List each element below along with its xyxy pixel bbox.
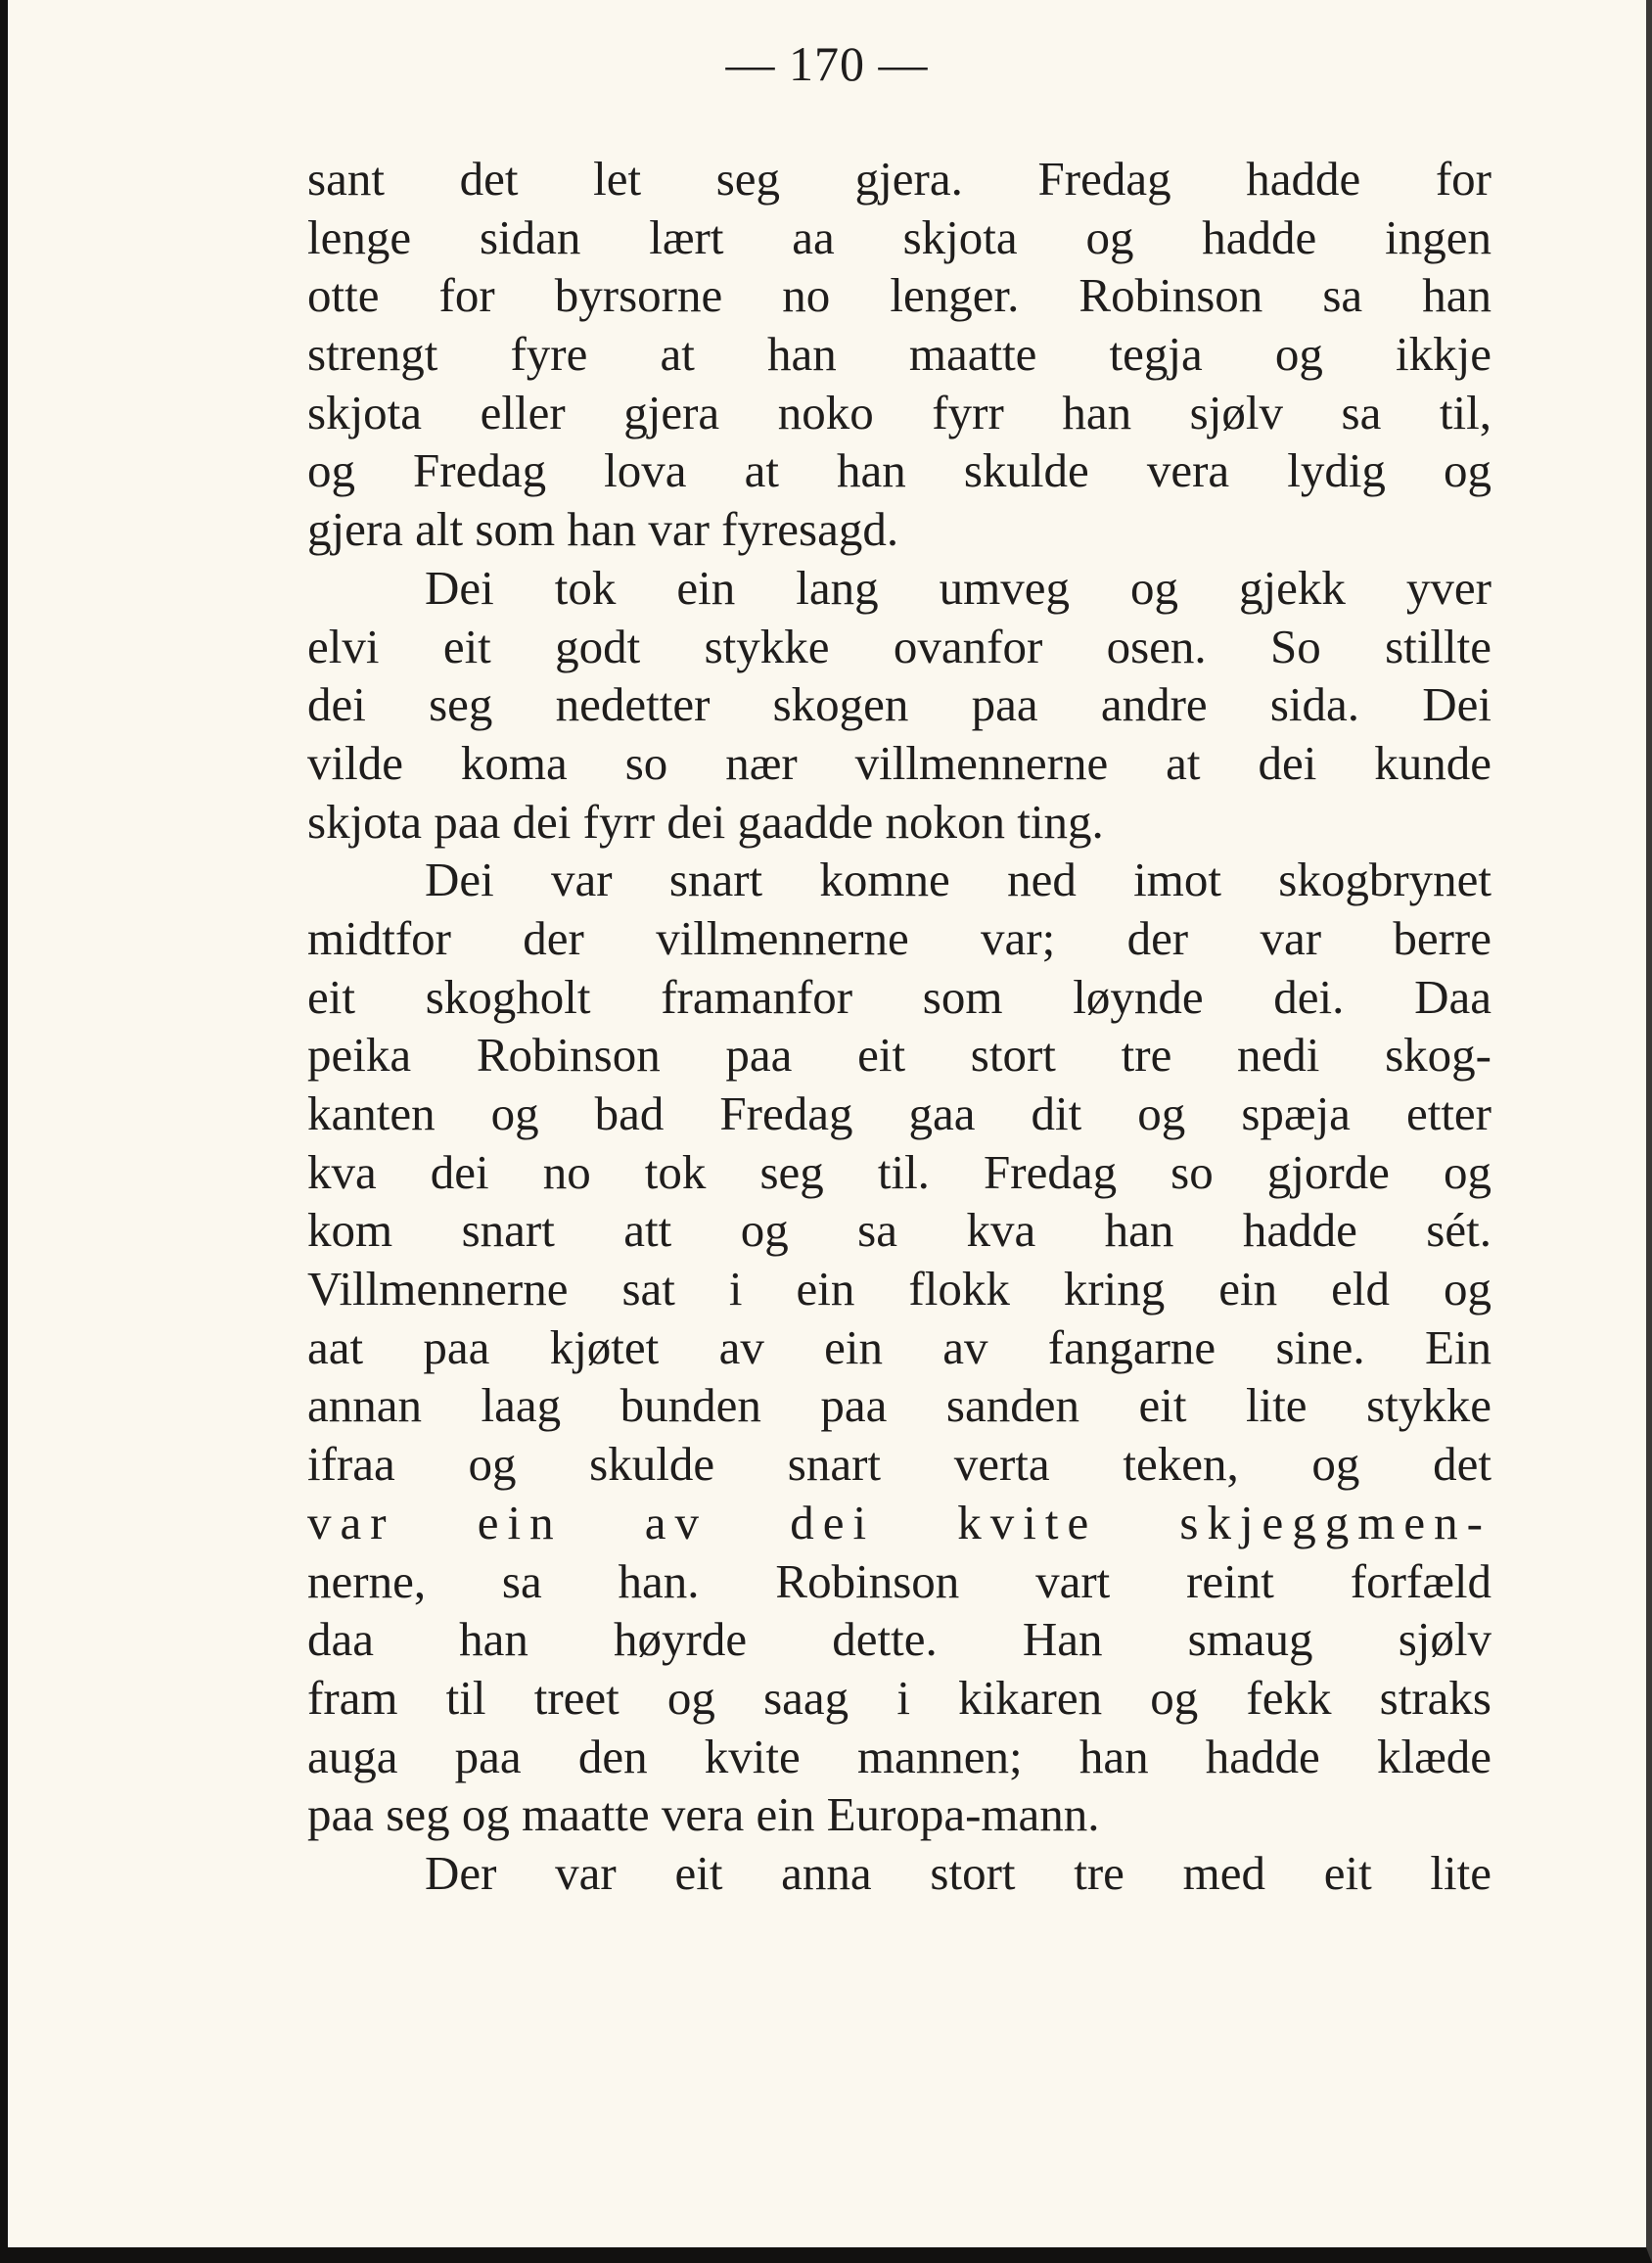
body-text (307, 150, 1491, 1903)
text-line: Dei tok ein lang umveg og gjekk yver (425, 560, 1491, 615)
text-line: Dei var snart komne ned imot skogbrynet (425, 853, 1491, 907)
text-line: Villmennerne sat i ein flokk kring ein eld og (307, 1262, 1491, 1316)
page-number: — 170 — (725, 36, 929, 91)
text-line: eit skogholt framanfor som løynde dei. Daa (307, 969, 1491, 1024)
text-line: kom snart att og sa kva han hadde sét. (307, 1203, 1491, 1258)
text-line: skjota eller gjera noko fyrr han sjølv sa til, (307, 385, 1491, 439)
text-line: aat paa kjøtet av ein av fangarne sine. Ein (307, 1319, 1491, 1374)
text-line: ifraa og skulde snart verta teken, og det (307, 1437, 1491, 1492)
text-line: otte for byrsorne no lenger. Robinson sa han (307, 268, 1491, 323)
text-line: nerne, sa han. Robinson vart reint forfæld (307, 1553, 1491, 1608)
text-line: vilde koma so nær villmennerne at dei kunde (307, 735, 1491, 790)
text-line: lenge sidan lært aa skjota og hadde ingen (307, 209, 1491, 264)
text-line: og Fredag lova at han skulde vera lydig og (307, 443, 1491, 498)
text-line: fram til treet og saag i kikaren og fekk straks (307, 1670, 1491, 1725)
text-line: kva dei no tok seg til. Fredag so gjorde og (307, 1144, 1491, 1199)
text-line: peika Robinson paa eit stort tre nedi skog- (307, 1028, 1491, 1083)
text-line: elvi eit godt stykke ovanfor osen. So stillte (307, 619, 1491, 673)
text-line: midtfor der villmennerne var; der var berre (307, 910, 1491, 965)
text-line: gjera alt som han var fyresagd. (307, 502, 899, 557)
text-line: dei seg nedetter skogen paa andre sida. Dei (307, 677, 1491, 732)
text-line: var ein av dei kvite skjeggmen- (307, 1495, 1491, 1549)
text-line: paa seg og maatte vera ein Europa-mann. (307, 1787, 1100, 1842)
text-line: skjota paa dei fyrr dei gaadde nokon ting. (307, 794, 1104, 849)
text-line: kanten og bad Fredag gaa dit og spæja etter (307, 1086, 1491, 1140)
text-line: sant det let seg gjera. Fredag hadde for (307, 152, 1491, 206)
text-line: annan laag bunden paa sanden eit lite stykke (307, 1378, 1491, 1433)
text-line: daa han høyrde dette. Han smaug sjølv (307, 1612, 1491, 1667)
text-line: Der var eit anna stort tre med eit lite (425, 1845, 1491, 1900)
text-line: auga paa den kvite mannen; han hadde klæde (307, 1729, 1491, 1783)
text-line: strengt fyre at han maatte tegja og ikkje (307, 327, 1491, 382)
